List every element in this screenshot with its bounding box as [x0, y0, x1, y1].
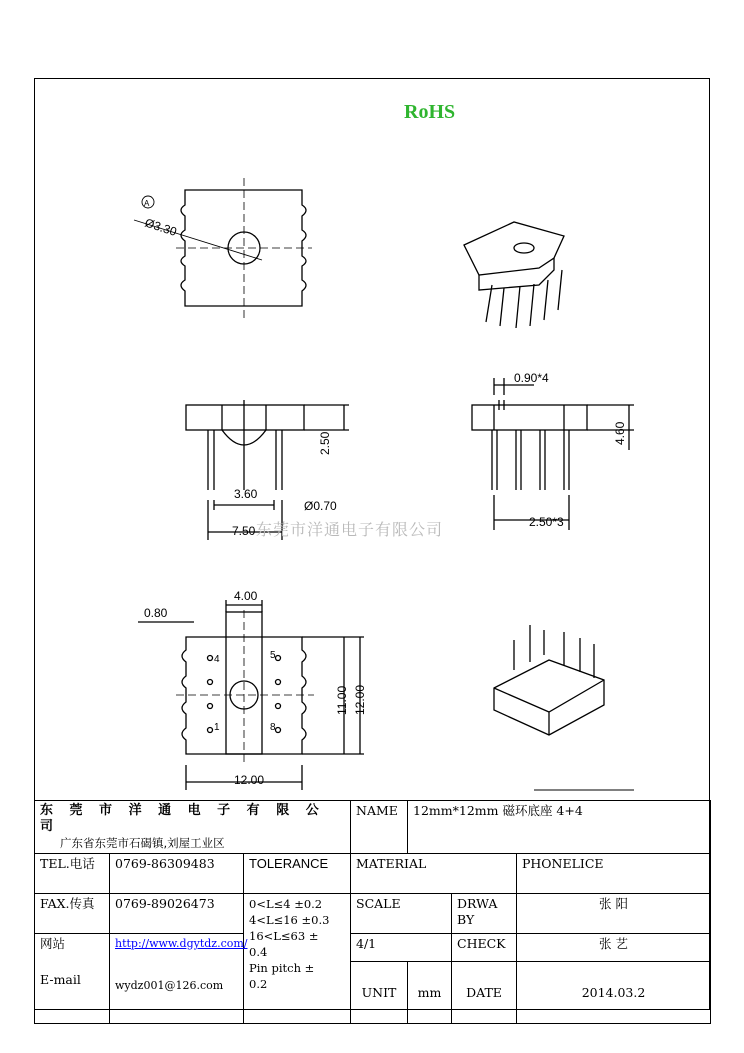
pin-label-5: 5: [270, 650, 276, 661]
company-address: 广东省东莞市石碣镇,刘屋工业区: [60, 836, 225, 850]
dim-b2: 3.60: [234, 487, 258, 501]
tolerance-line: 0.2: [249, 977, 268, 991]
tolerance-line: 0.4: [249, 945, 268, 959]
side-view: [472, 378, 634, 530]
technical-drawing: [34, 150, 710, 800]
drawn-by-value: 张 阳: [517, 894, 711, 934]
bottom-view: [138, 600, 364, 790]
website-cell: [110, 934, 248, 1024]
dim-1100: 11.00: [335, 685, 349, 715]
website-label: 网站: [40, 936, 66, 951]
website-link[interactable]: http://www.dgytdz.com/: [115, 937, 248, 950]
dim-080: 0.80: [144, 606, 168, 620]
check-label: CHECK: [452, 934, 517, 962]
date-label: DATE: [452, 962, 517, 1024]
top-view: [134, 178, 312, 318]
tel-value: 0769-86309483: [110, 854, 244, 894]
dim-pin-diameter: Ø0.70: [304, 499, 337, 513]
isometric-view-bottom: [494, 625, 634, 790]
mark-a: A: [144, 199, 150, 208]
name-value: 12mm*12mm 磁环底座 4+4: [408, 801, 711, 854]
dim-width: 7.50: [232, 524, 256, 538]
name-label: NAME: [351, 801, 408, 854]
fax-value: 0769-89026473: [110, 894, 244, 934]
tolerance-line: 16<L≤63 ±: [249, 929, 319, 943]
tolerance-line: 0<L≤4 ±0.2: [249, 897, 323, 911]
company-name: 东 莞 市 洋 通 电 子 有 限 公 司: [40, 803, 325, 834]
isometric-view-top: [464, 222, 564, 328]
unit-value: mm: [408, 962, 452, 1024]
pin-label-4: 4: [214, 654, 220, 665]
dim-a-diameter: Ø3.30: [143, 215, 179, 239]
email-label: E-mail: [40, 972, 81, 987]
unit-label: UNIT: [351, 962, 408, 1024]
dim-1200-vertical: 12.00: [353, 684, 367, 715]
phonelice-label: PHONELICE: [517, 854, 711, 894]
dim-pitch: 2.50*3: [529, 515, 564, 529]
scale-label: SCALE: [351, 894, 452, 934]
tolerance-values: [244, 894, 351, 1024]
company-cell: [35, 801, 351, 854]
title-block: [34, 800, 711, 1024]
dim-pitch-top: 0.90*4: [514, 371, 549, 385]
scale-value: 4/1: [351, 934, 452, 962]
dim-c-height: 4.60: [613, 421, 627, 445]
dim-400: 4.00: [234, 589, 258, 603]
date-value: 2014.03.2: [517, 962, 711, 1024]
pin-label-1: 1: [214, 722, 220, 733]
tolerance-label: TOLERANCE: [244, 854, 351, 894]
tolerance-line: Pin pitch ±: [249, 961, 315, 975]
dim-b-height: 2.50: [318, 431, 332, 455]
rohs-badge: RoHS: [404, 101, 456, 123]
drawn-by-label: DRWA BY: [452, 894, 517, 934]
tolerance-line: 4<L≤16 ±0.3: [249, 913, 330, 927]
website-label-cell: [35, 934, 110, 1024]
check-value: 张 艺: [517, 934, 711, 962]
watermark: 东莞市洋通电子有限公司: [256, 520, 444, 539]
material-label: MATERIAL: [351, 854, 517, 894]
tel-label: TEL.电话: [35, 854, 110, 894]
email-value: wydz001@126.com: [115, 979, 224, 992]
dim-1200-horizontal: 12.00: [234, 773, 265, 787]
pin-label-8: 8: [270, 722, 276, 733]
fax-label: FAX.传真: [35, 894, 110, 934]
